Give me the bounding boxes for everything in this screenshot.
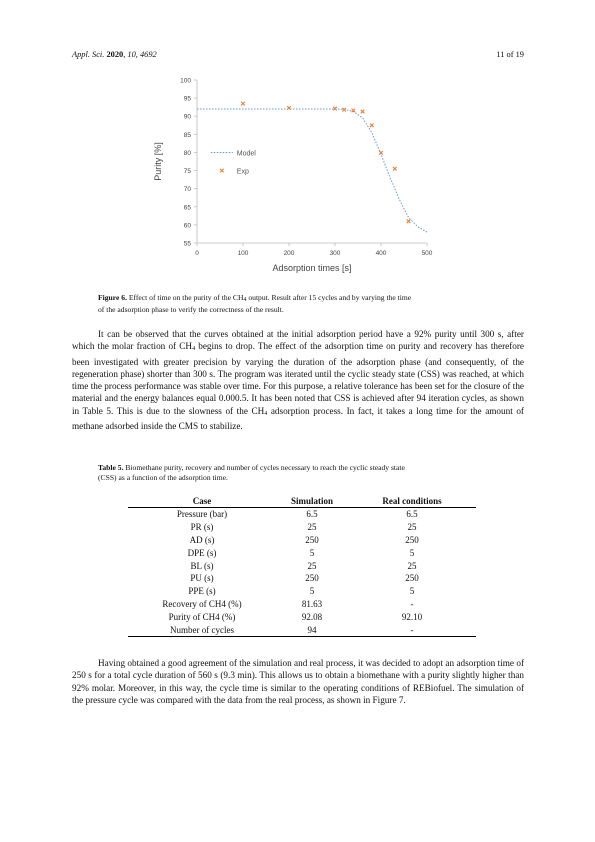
exp-data-point xyxy=(361,110,365,114)
row-real-cell: 5 xyxy=(409,547,415,558)
row-case-cell: Pressure (bar) xyxy=(176,509,228,520)
running-header-citation xyxy=(72,50,157,59)
table-header-row xyxy=(128,494,476,508)
exp-data-point xyxy=(407,219,411,223)
exp-data-point xyxy=(287,106,291,110)
caption-subscript: 4 xyxy=(243,297,247,303)
row-case-cell: PR (s) xyxy=(190,522,214,533)
table-row xyxy=(128,623,476,636)
table-row xyxy=(128,610,476,623)
figure-label: Figure 6. xyxy=(98,293,127,302)
row-case-cell: BL (s) xyxy=(190,560,214,571)
row-real-cell: 250 xyxy=(405,573,419,584)
caption-text: output. Result after 15 cycles and by varying the time xyxy=(246,293,412,302)
caption-text: of the adsorption phase to verify the correctness of the result. xyxy=(98,305,284,315)
row-real-cell: 92.10 xyxy=(401,611,423,622)
row-real-cell: - xyxy=(410,598,414,609)
paragraph-subscript: 4 xyxy=(192,346,196,353)
row-real-cell: 6.5 xyxy=(406,509,418,520)
table-row xyxy=(128,572,476,585)
exp-data-point xyxy=(393,167,397,171)
row-simulation-cell: 5 xyxy=(309,586,315,597)
column-header-case: Case xyxy=(128,494,276,508)
journal-year: 2020 xyxy=(106,50,124,59)
row-simulation-cell: 25 xyxy=(307,522,317,533)
purity-chart xyxy=(145,70,445,275)
y-tick-label: 70 xyxy=(183,186,191,194)
row-simulation-cell: 94 xyxy=(276,623,348,636)
legend-model-label: Model xyxy=(236,150,256,158)
y-tick-label: 65 xyxy=(183,204,191,212)
x-tick-label: 500 xyxy=(421,250,433,257)
paragraph-1 xyxy=(72,328,524,432)
table-row xyxy=(128,559,476,572)
row-real-cell: - xyxy=(348,623,476,636)
model-series-line xyxy=(197,109,427,232)
exp-data-point xyxy=(241,102,245,106)
legend-exp-swatch xyxy=(220,169,224,173)
table-5 xyxy=(128,494,476,637)
row-real-cell: 5 xyxy=(409,586,415,597)
y-tick-label: 95 xyxy=(183,95,191,103)
row-case-cell: PPE (s) xyxy=(188,586,216,597)
x-axis-title: Adsorption times [s] xyxy=(272,263,352,273)
y-tick-label: 100 xyxy=(180,77,191,85)
row-case-cell: DPE (s) xyxy=(187,547,217,558)
y-tick-label: 90 xyxy=(183,113,191,121)
row-case-cell: PU (s) xyxy=(190,573,214,584)
row-simulation-cell: 25 xyxy=(307,560,317,571)
journal-name: Appl. Sci. xyxy=(72,50,105,59)
paragraph-text: adsorption process. In fact, it takes a long time for the amount of methane adsorbed inside the CMS to stabilize. xyxy=(72,405,524,432)
row-simulation-cell: 92.08 xyxy=(301,611,323,622)
row-simulation-cell: 6.5 xyxy=(306,509,318,520)
caption-text: Effect of time on the purity of the CH xyxy=(126,293,244,302)
legend-exp-label: Exp xyxy=(236,168,249,176)
table-row xyxy=(128,534,476,547)
table-row xyxy=(128,521,476,534)
exp-data-point xyxy=(379,151,383,155)
row-simulation-cell: 5 xyxy=(309,547,315,558)
x-tick-label: 300 xyxy=(329,250,341,257)
figure-6-caption xyxy=(98,293,498,316)
table-label: Table 5. xyxy=(98,463,124,472)
row-simulation-cell: 81.63 xyxy=(301,598,323,609)
row-real-cell: 250 xyxy=(405,534,419,545)
table-row xyxy=(128,508,476,521)
table-5-caption xyxy=(98,463,498,484)
caption-text: (CSS) as a function of the adsorption time. xyxy=(98,473,228,483)
table-row xyxy=(128,585,476,598)
y-tick-label: 55 xyxy=(183,240,191,248)
table-row xyxy=(128,546,476,559)
y-tick-label: 80 xyxy=(183,149,191,157)
paragraph-2: Having obtained a good agreement of the simulation and real process, it was decided to adopt an adsorption time of 250 s for a total cycle duration of 560 s (9.3 min). This allows us to obtain a biomethane with a purity slightly higher than 92% molar. Moreover, in this way, the cycle time is similar to the operating conditions of REBiofuel. The simulation of the pressure cycle was compared with the data from the real process, as shown in Figure 7. xyxy=(72,658,524,705)
row-real-cell: 25 xyxy=(407,560,417,571)
exp-data-point xyxy=(370,123,374,127)
x-tick-label: 100 xyxy=(237,250,249,257)
row-case-cell: Purity of CH4 (%) xyxy=(168,611,236,622)
y-axis-title: Purity [%] xyxy=(153,142,163,181)
table-row xyxy=(128,598,476,611)
column-header-real-conditions: Real conditions xyxy=(348,494,476,508)
volume-pages: , 10, 4692 xyxy=(123,50,157,59)
page-number: 11 of 19 xyxy=(496,50,524,59)
exp-data-point xyxy=(342,108,346,112)
row-real-cell: 25 xyxy=(407,522,417,533)
caption-text: Biomethane purity, recovery and number of cycles necessary to reach the cyclic steady state xyxy=(123,463,405,472)
paragraph-subscript: 4 xyxy=(264,410,268,417)
row-case-cell: AD (s) xyxy=(189,534,215,545)
column-header-simulation: Simulation xyxy=(276,494,348,508)
x-tick-label: 0 xyxy=(195,250,199,257)
row-simulation-cell: 250 xyxy=(305,573,319,584)
y-tick-label: 75 xyxy=(183,168,191,176)
row-case-cell: Number of cycles xyxy=(128,623,276,636)
x-tick-label: 400 xyxy=(375,250,387,257)
paragraph-text: begins to drop. The effect of the adsorption time on purity and recovery has therefore been investigated with greater precision by varying the duration of the adsorption phase (and consequently, of the regeneration phase) shorter than 300 s. The program was iterated until the cyclic steady state (CSS) was reached, at which time the process performance was stable over time. For this purpose, a relative tolerance has been set for the closure of the material and the energy balances equal 0.000.5. It has been noted that CSS is achieved after 94 iteration cycles, as shown in Table 5. This is due to the slowness of the CH xyxy=(72,341,524,416)
row-case-cell: Recovery of CH4 (%) xyxy=(162,598,242,609)
table-body xyxy=(128,508,476,637)
y-tick-label: 60 xyxy=(183,222,191,230)
x-tick-label: 200 xyxy=(283,250,295,257)
row-simulation-cell: 250 xyxy=(305,534,319,545)
y-tick-label: 85 xyxy=(183,131,191,139)
paragraph-text: It can be observed that the curves obtained at the initial adsorption period have a 92% purity until 300 s, after which the molar fraction of CH xyxy=(72,329,524,352)
